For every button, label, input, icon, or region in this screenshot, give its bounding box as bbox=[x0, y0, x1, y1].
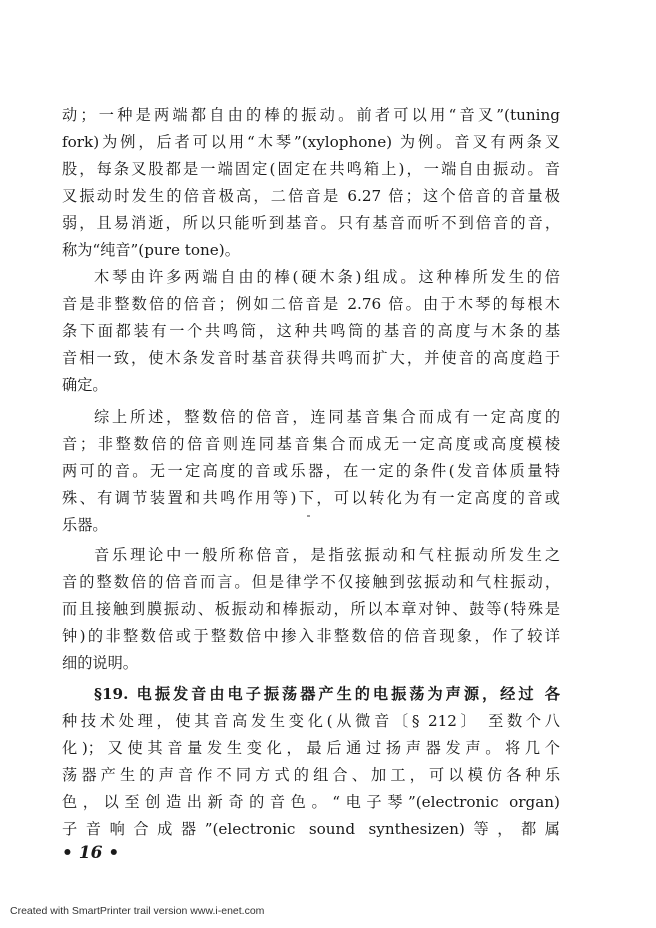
text-line: 殊、有调节装置和共鸣作用等)下，可以转化为有一定高度的音或 bbox=[62, 489, 560, 507]
text-line: 弱，且易消逝，所以只能听到基音。只有基音而听不到倍音的音， bbox=[62, 214, 560, 232]
section-heading-line: §19. 电振发音由电子振荡器产生的电振荡为声源，经过 各 bbox=[94, 685, 560, 703]
text-line: 钟)的非整数倍或于整数倍中掺入非整数倍的倍音现象，作了较详 bbox=[62, 627, 560, 645]
text-line: 种技术处理，使其音高发生变化(从微音〔§ 212〕 至数个八 bbox=[62, 712, 560, 730]
text-line: 条下面都装有一个共鸣筒，这种共鸣筒的基音的高度与木条的基 bbox=[62, 322, 560, 340]
text-line: 称为“纯音”(pure tone)。 bbox=[62, 241, 240, 259]
text-line: 音；非整数倍的倍音则连同基音集合而成无一定高度或高度模棱 bbox=[62, 435, 560, 453]
text-line: 股，每条叉股都是一端固定(固定在共鸣箱上)，一端自由振动。音 bbox=[62, 160, 560, 178]
text-line: 音相一致，使木条发音时基音获得共鸣而扩大，并使音的高度趋于 bbox=[62, 349, 560, 367]
text-line: 音是非整数倍的倍音；例如二倍音是 2.76 倍。由于木琴的每根木 bbox=[62, 295, 560, 313]
text-line: 确定。 bbox=[62, 376, 108, 394]
text-line: 化)；又使其音量发生变化，最后通过扬声器发声。将几个 bbox=[62, 739, 560, 757]
text-line: 叉振动时发生的倍音极高，二倍音是 6.27 倍；这个倍音的音量极 bbox=[62, 187, 560, 205]
text-line: 而且接触到膜振动、板振动和棒振动，所以本章对钟、鼓等(特殊是 bbox=[62, 600, 560, 618]
text-line: 色，以至创造出新奇的音色。“电子琴”(electronic organ) bbox=[62, 793, 560, 811]
text-line: 子音响合成器”(electronic sound synthesizen)等，都属 bbox=[62, 820, 560, 838]
text-line: 木琴由许多两端自由的棒(硬木条)组成。这种棒所发生的倍 bbox=[94, 268, 560, 286]
text-line: 音的整数倍的倍音而言。但是律学不仅接触到弦振动和气柱振动， bbox=[62, 573, 560, 591]
text-line: 乐器。 bbox=[62, 516, 108, 534]
text-line: 荡器产生的声音作不同方式的组合、加工，可以模仿各种乐 bbox=[62, 766, 560, 784]
text-line: fork)为例，后者可以用“木琴”(xylophone) 为例。音叉有两条叉 bbox=[62, 133, 560, 151]
watermark: Created with SmartPrinter trail version www.i-enet.com bbox=[10, 905, 265, 917]
text-line: 两可的音。无一定高度的音或乐器，在一定的条件(发音体质量特 bbox=[62, 462, 560, 480]
text-line: 细的说明。 bbox=[62, 654, 138, 672]
text-line: 综上所述，整数倍的倍音，连同基音集合而成有一定高度的 bbox=[94, 408, 560, 426]
scan-speck bbox=[307, 515, 310, 517]
text-line: 动；一种是两端都自由的棒的振动。前者可以用“音叉”(tuning bbox=[62, 106, 560, 124]
page-number: • 16 • bbox=[62, 843, 120, 863]
text-line: 音乐理论中一般所称倍音，是指弦振动和气柱振动所发生之 bbox=[94, 546, 560, 564]
